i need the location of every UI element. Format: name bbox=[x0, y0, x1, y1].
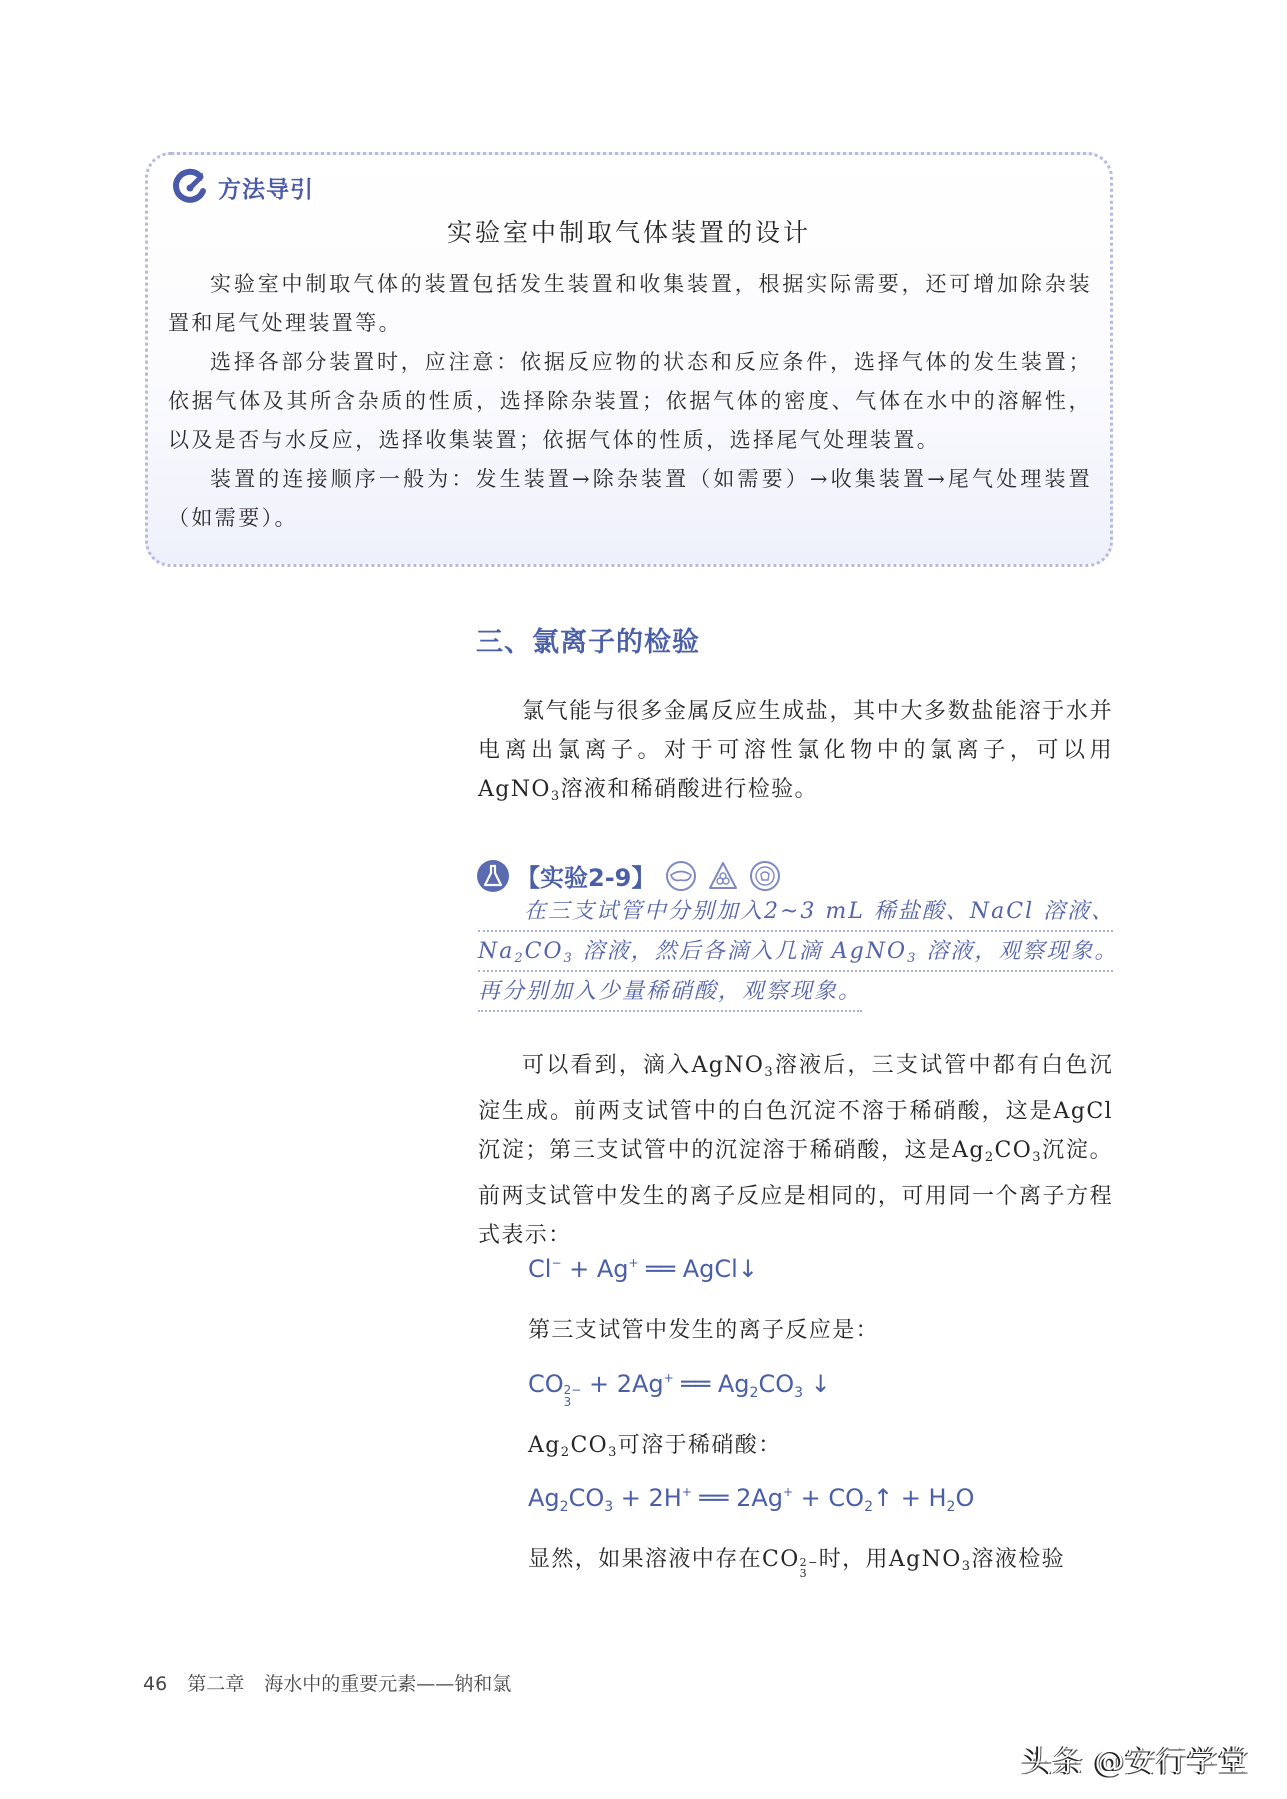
method-paragraph: 实验室中制取气体的装置包括发生装置和收集装置，根据实际需要，还可增加除杂装置和尾气处理装置等。 bbox=[168, 272, 1092, 335]
page-footer bbox=[143, 1669, 511, 1696]
experiment-label: 【实验2-9】 bbox=[516, 864, 656, 892]
goggles-icon bbox=[665, 860, 697, 892]
ionic-equation-ag2co3: CO 2− 3 + 2Ag+ ══ $Ag_2CO_3$ ↓ bbox=[528, 1370, 831, 1409]
third-tube-text: 第三支试管中发生的离子反应是： bbox=[528, 1318, 880, 1343]
watermark: 头条 @安行学堂 bbox=[1022, 1744, 1250, 1779]
dissolve-text: $Ag_2CO_3$可溶于稀硝酸： bbox=[528, 1433, 782, 1460]
method-guide-box bbox=[145, 152, 1113, 567]
conclusion-text: 显然，如果溶液中存在CO 2− 3 时，用AgNO$_3$溶液检验 bbox=[528, 1547, 1066, 1580]
ionic-equation-agcl: Cl− + Ag+ ══ AgCl↓ bbox=[528, 1255, 758, 1283]
experiment-line: $Na_2CO_3$ 溶液，然后各滴入几滴 AgNO$_3$ 溶液，观察现象。 bbox=[478, 932, 1113, 972]
ventilation-icon bbox=[707, 860, 739, 892]
intro-paragraph: 氯气能与很多金属反应生成盐，其中大多数盐能溶于水并电离出氯离子。对于可溶性氯化物中的氯离子，可以用AgNO$_3$溶液和稀硝酸进行检验。 bbox=[478, 699, 1113, 804]
method-guide-label: 方法导引 bbox=[218, 176, 314, 203]
experiment-line: 再分别加入少量稀硝酸，观察现象。 bbox=[478, 972, 862, 1012]
experiment-line: 在三支试管中分别加入2~3 mL 稀盐酸、NaCl 溶液、 bbox=[478, 892, 1113, 932]
method-paragraph: 选择各部分装置时，应注意：依据反应物的状态和反应条件，选择气体的发生装置；依据气体及其所含杂质的性质，选择除杂装置；依据气体的密度、气体在水中的溶解性，以及是否与水反应，选择收集装置；依据气体的性质，选择尾气处理装置。 bbox=[168, 350, 1092, 452]
experiment-instructions bbox=[478, 892, 1119, 1012]
hand-wash-icon bbox=[749, 860, 781, 892]
section-title: 三、氯离子的检验 bbox=[476, 627, 700, 658]
page-number: 46 bbox=[143, 1673, 168, 1695]
chapter-title: 海水中的重要元素——钠和氯 bbox=[264, 1673, 512, 1695]
method-guide-body bbox=[168, 265, 1092, 538]
chapter-number: 第二章 bbox=[187, 1673, 245, 1695]
method-paragraph: 装置的连接顺序一般为：发生装置→除杂装置（如需要）→收集装置→尾气处理装置（如需要）。 bbox=[168, 467, 1092, 530]
cycle-arrow-icon bbox=[170, 167, 210, 207]
observation-paragraph: 可以看到，滴入AgNO$_3$溶液后，三支试管中都有白色沉淀生成。前两支试管中的白色沉淀不溶于稀硝酸，这是AgCl沉淀；第三支试管中的沉淀溶于稀硝酸，这是$Ag_2CO_3$沉淀。前两支试管中发生的离子反应是相同的，可用同一个离子方程式表示： bbox=[478, 1053, 1113, 1248]
experiment-header bbox=[476, 858, 781, 893]
flask-icon bbox=[476, 859, 510, 893]
method-guide-title: 实验室中制取气体装置的设计 bbox=[446, 218, 811, 247]
ionic-equation-dissolution: $Ag_2CO_3 + 2H^+$ ══ $2Ag^+ + CO_2↑ + H_2O$ bbox=[528, 1484, 975, 1515]
intro-text: 氯气能与很多金属反应生成盐，其中大多数盐能溶于水并电离出氯离子。对于可溶性氯化物中的氯离子，可以用AgNO bbox=[478, 699, 1113, 802]
method-guide-header bbox=[170, 167, 314, 207]
